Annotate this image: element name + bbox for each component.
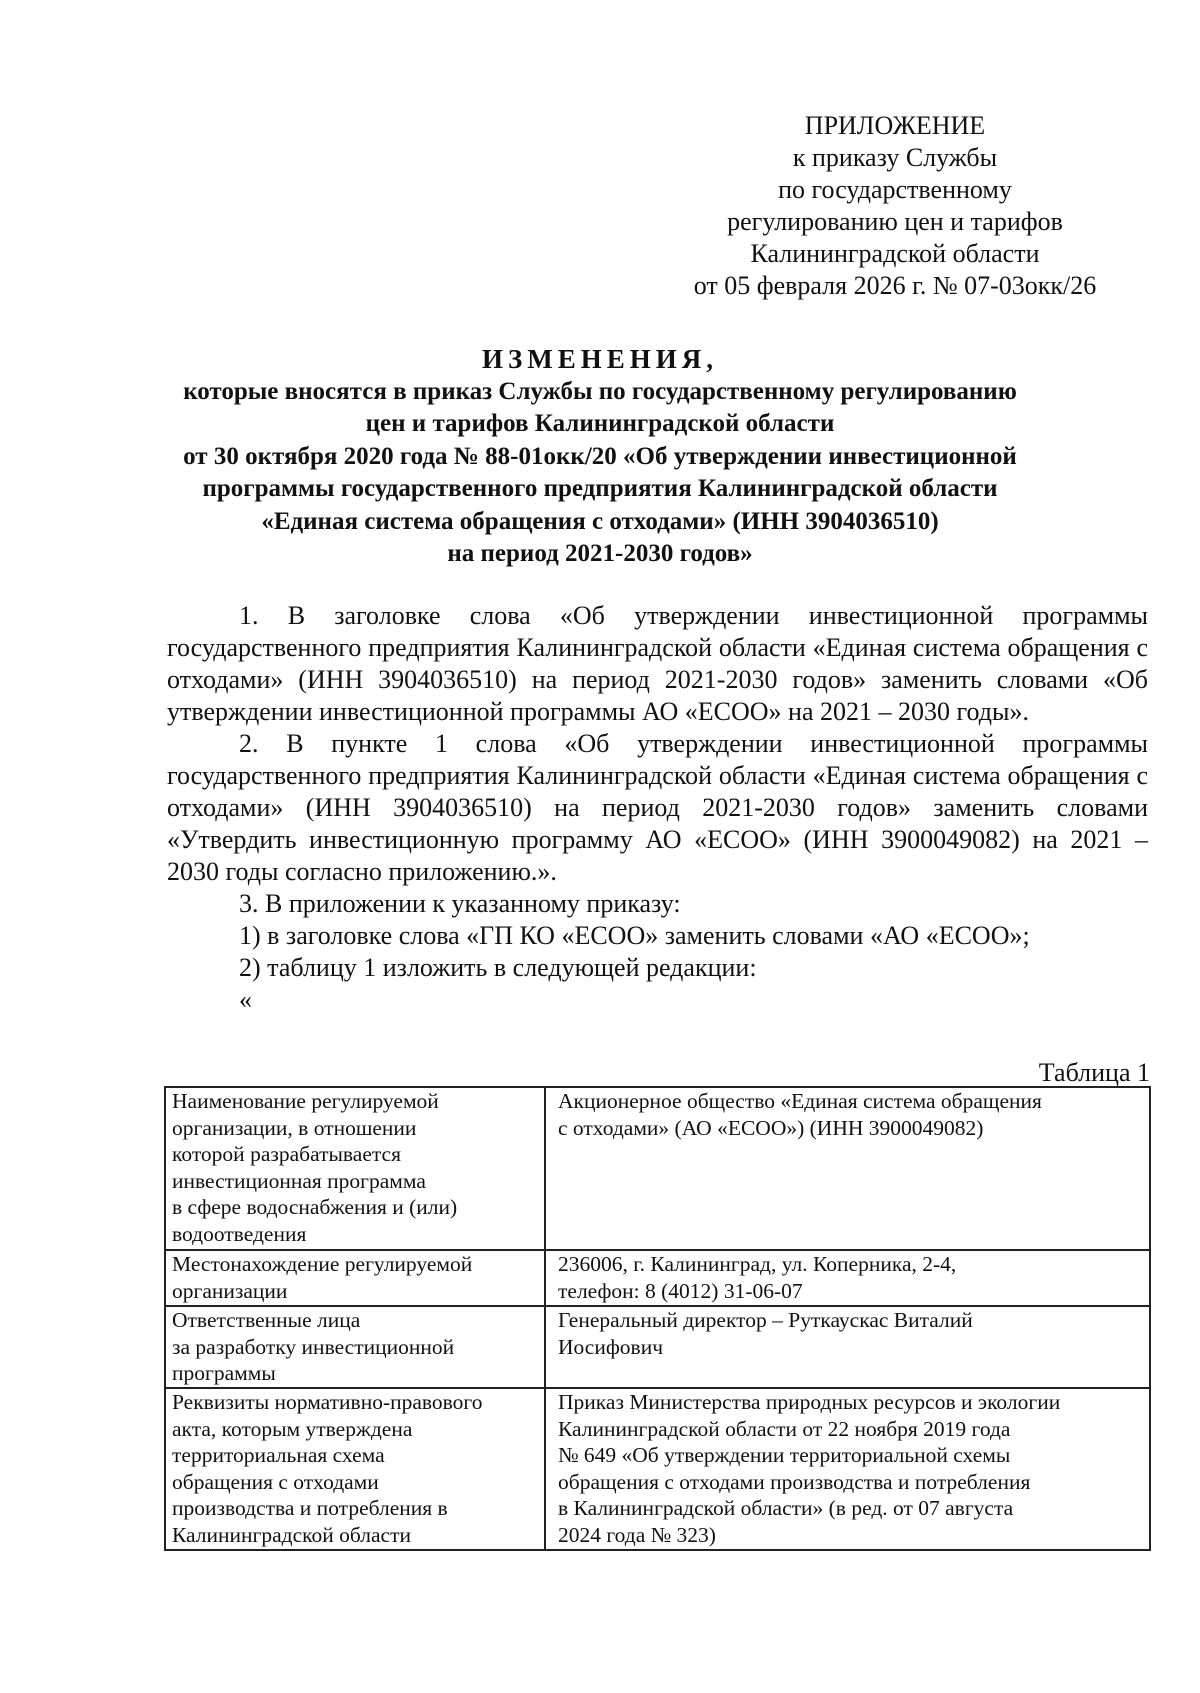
table-row bbox=[165, 1388, 1150, 1550]
table-caption: Таблица 1 bbox=[1038, 1058, 1150, 1087]
appendix-title: ПРИЛОЖЕНИЕ bbox=[804, 111, 986, 140]
appendix-date-line: от 05 февраля 2026 г. № 07-03окк/26 bbox=[693, 271, 1097, 300]
title-line: на период 2021-2030 годов» bbox=[447, 540, 753, 567]
paragraph-3-item-1: 1) в заголовке слова «ГП КО «ЕСОО» заменить словами «АО «ЕСОО»; bbox=[239, 921, 1030, 950]
appendix-line: к приказу Службы bbox=[792, 143, 998, 172]
title-line: которые вносятся в приказ Службы по государственному регулированию bbox=[183, 377, 1017, 405]
document-heading: ИЗМЕНЕНИЯ, bbox=[481, 344, 718, 374]
document-title-block bbox=[150, 343, 1050, 571]
cell-text: Акционерное общество «Единая система обращения с отходами» (АО «ЕСОО») (ИНН 3900049082) bbox=[558, 1089, 1042, 1140]
opening-quote: « bbox=[239, 985, 252, 1014]
table-cell-value bbox=[545, 1388, 1150, 1550]
table-cell-label bbox=[165, 1306, 545, 1388]
table-row bbox=[165, 1306, 1150, 1388]
cell-text: Приказ Министерства природных ресурсов и экологии Калининградской области от 22 ноября 2019 года № 649 «Об утверждении территориальной схемы обращения с отходами производства и потребления в Калининградской области» (в ред. от 07 августа 2024 года № 323) bbox=[558, 1390, 1061, 1547]
table-row bbox=[165, 1250, 1150, 1306]
cell-text: Местонахождение регулируемой организации bbox=[172, 1252, 473, 1303]
table-cell-label bbox=[165, 1388, 545, 1550]
organization-info-table bbox=[164, 1086, 1151, 1551]
title-line: от 30 октября 2020 года № 88-01окк/20 «Об утверждении инвестиционной bbox=[183, 442, 1017, 470]
cell-text: Наименование регулируемой организации, в отношении которой разрабатывается инвестиционная программа в сфере водоснабжения и (или) водоотведения bbox=[172, 1089, 458, 1246]
table-cell-label bbox=[165, 1250, 545, 1306]
cell-text: Генеральный директор – Руткаускас Виталий Иосифович bbox=[558, 1308, 973, 1359]
paragraph-3: 3. В приложении к указанному приказу: bbox=[239, 889, 681, 918]
cell-text: 236006, г. Калининград, ул. Коперника, 2-4, телефон: 8 (4012) 31-06-07 bbox=[558, 1252, 957, 1303]
table-cell-label bbox=[165, 1087, 545, 1250]
appendix-line: регулированию цен и тарифов bbox=[727, 207, 1063, 236]
table-cell-value bbox=[545, 1306, 1150, 1388]
cell-text: Ответственные лица за разработку инвестиционной программы bbox=[172, 1308, 455, 1385]
paragraph-3-item-2: 2) таблицу 1 изложить в следующей редакции: bbox=[239, 953, 757, 982]
appendix-line: по государственному bbox=[778, 175, 1012, 204]
cell-text: Реквизиты нормативно-правового акта, которым утверждена территориальная схема обращения с отходами производства и потребления в Калининградской области bbox=[172, 1390, 483, 1547]
appendix-line: Калининградской области bbox=[750, 239, 1040, 268]
paragraph-2: 2. В пункте 1 слова «Об утверждении инвестиционной программы государственного предприятия Калининградской области «Единая система обращения с отходами» (ИНН 3904036510) на период 2021-2030 годов» заменить словами «Утвердить инвестиционную программу АО «ЕСОО» (ИНН 3900049082) на 2021 – 2030 годы согласно приложению.». bbox=[167, 729, 1148, 886]
appendix-block bbox=[640, 110, 1150, 302]
table-cell-value bbox=[545, 1250, 1150, 1306]
title-line: цен и тарифов Калининградской области bbox=[365, 410, 835, 437]
table-row bbox=[165, 1087, 1150, 1250]
title-line: программы государственного предприятия Калининградской области bbox=[202, 475, 998, 502]
table-cell-value bbox=[545, 1087, 1150, 1250]
title-line: «Единая система обращения с отходами» (ИНН 3904036510) bbox=[261, 507, 939, 535]
paragraph-1: 1. В заголовке слова «Об утверждении инвестиционной программы государственного предприятия Калининградской области «Единая система обращения с отходами» (ИНН 3904036510) на период 2021-2030 годов» заменить словами «Об утверждении инвестиционной программы АО «ЕСОО» на 2021 – 2030 годы». bbox=[167, 601, 1148, 726]
document-body bbox=[167, 600, 1148, 1016]
